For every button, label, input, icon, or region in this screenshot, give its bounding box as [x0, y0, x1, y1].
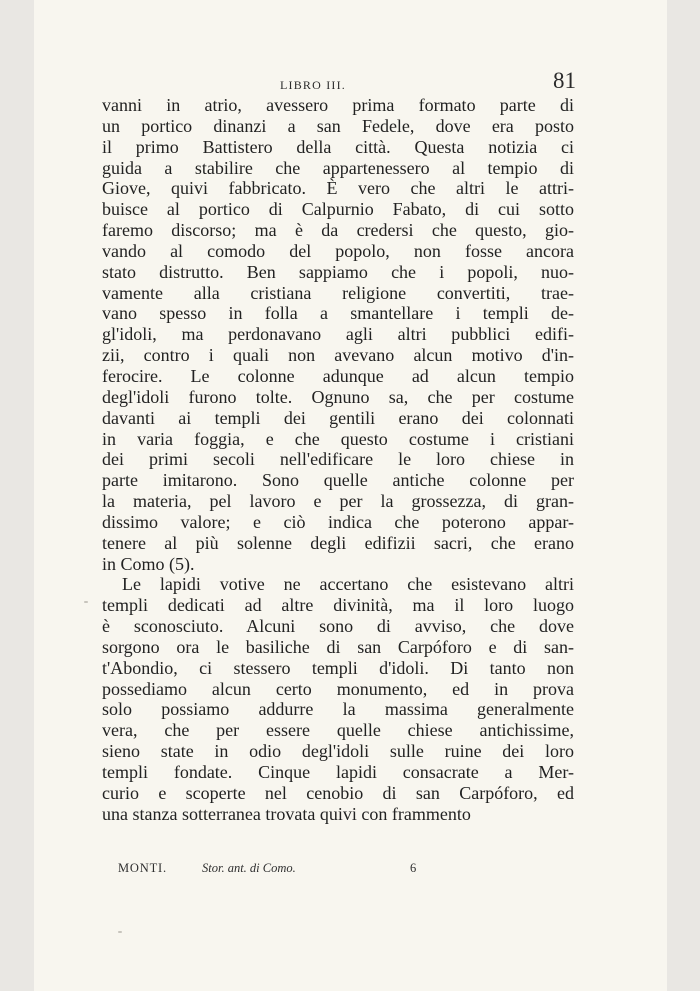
body-line: in varia foggia, e che questo costume i cristiani — [102, 428, 574, 449]
running-head-title: LIBRO III. — [280, 78, 346, 92]
body-line: vano spesso in folla a smantellare i templi de- — [102, 303, 574, 324]
body-line: possediamo alcun certo monumento, ed in prova — [102, 678, 574, 699]
body-line: sieno state in odio degl'idoli sulle ruine dei loro — [102, 741, 574, 762]
body-line: dissimo valore; e ciò indica che poterono appar- — [102, 511, 574, 532]
body-line: templi dedicati ad altre divinità, ma il loro luogo — [102, 595, 574, 616]
body-line: vanni in atrio, avessero prima formato parte di — [102, 95, 574, 115]
footer-book-title: Stor. ant. di Como. — [202, 861, 296, 875]
signature-mark: 6 — [410, 861, 417, 875]
body-line: buisce al portico di Calpurnio Fabato, di cui sotto — [102, 199, 574, 220]
footer-author: MONTI. — [118, 861, 167, 875]
body-line: templi fondate. Cinque lapidi consacrate a Mer- — [102, 762, 574, 782]
body-line: dei primi secoli nell'edificare le loro chiese in — [102, 449, 574, 470]
body-line: gl'idoli, ma perdonavano agli altri pubblici edifi- — [102, 324, 574, 345]
body-line: faremo discorso; ma è da credersi che questo, gio- — [102, 220, 574, 241]
body-line: tenere al più solenne degli edifizii sacri, che erano — [102, 532, 574, 553]
body-line: una stanza sotterranea trovata quivi con frammento — [102, 803, 471, 824]
body-line: ferocire. Le colonne adunque ad alcun tempio — [102, 365, 574, 386]
body-text — [102, 95, 574, 825]
body-line: in Como (5). — [102, 553, 195, 574]
body-line: t'Abondio, ci stessero templi d'idoli. Di tanto non — [102, 657, 574, 678]
body-line: curio e scoperte nel cenobio di san Carpóforo, ed — [102, 782, 574, 803]
body-line: vera, che per essere quelle chiese antichissime, — [102, 720, 574, 741]
body-line: la materia, pel lavoro e per la grossezza, di gran- — [102, 491, 574, 512]
body-line: stato distrutto. Ben sappiamo che i popoli, nuo- — [102, 261, 574, 282]
body-line: il primo Battistero della città. Questa notizia ci — [102, 136, 574, 157]
scan-speck — [118, 931, 122, 933]
body-line: sorgono ora le basiliche di san Carpóforo e di san- — [102, 636, 574, 657]
running-head — [104, 68, 576, 96]
body-line: vando al comodo del popolo, non fosse ancora — [102, 240, 574, 261]
body-line: solo possiamo addurre la massima generalmente — [102, 699, 574, 720]
body-line: degl'idoli furono tolte. Ognuno sa, che per costume — [102, 386, 574, 407]
body-line: parte imitarono. Sono quelle antiche colonne per — [102, 470, 574, 491]
page-footer — [118, 857, 590, 879]
body-line: Giove, quivi fabbricato. È vero che altri le attri- — [102, 178, 574, 199]
body-line: zii, contro i quali non avevano alcun motivo d'in- — [102, 345, 574, 366]
body-line: vamente alla cristiana religione convertiti, trae- — [102, 282, 574, 303]
body-line: un portico dinanzi a san Fedele, dove era posto — [102, 115, 574, 136]
body-line: guida a stabilire che appartenessero al tempio di — [102, 157, 574, 178]
book-page — [34, 0, 667, 991]
body-line: davanti ai templi dei gentili erano dei colonnati — [102, 407, 574, 428]
body-line: è sconosciuto. Alcuni sono di avviso, che dove — [102, 616, 574, 637]
page-number: 81 — [553, 68, 576, 93]
scan-speck — [84, 601, 88, 603]
body-line: Le lapidi votive ne accertano che esistevano altri — [122, 574, 574, 595]
